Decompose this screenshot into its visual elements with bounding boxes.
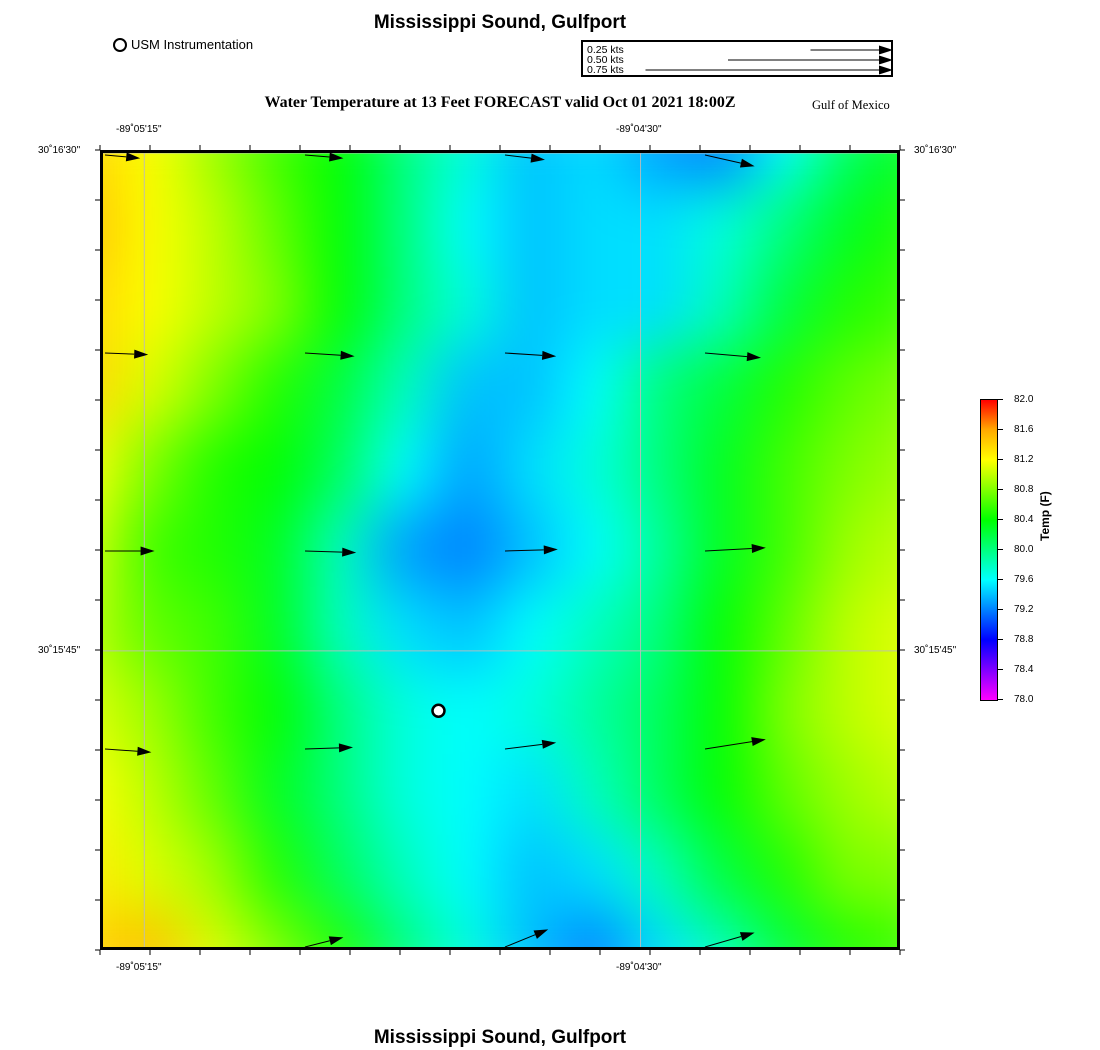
station-marker[interactable] [432,705,444,717]
station-marker-icon [113,38,127,52]
colorbar-tick-mark [998,399,1003,400]
map-title-bottom: Mississippi Sound, Gulfport [373,1027,627,1048]
y-tick-left-1: 30˚16'30" [38,145,81,156]
colorbar-tick-mark [998,519,1003,520]
colorbar-tick-mark [998,669,1003,670]
current-vector-arrow [505,545,558,554]
current-vector-arrow [305,351,355,360]
colorbar-tick-label: 80.8 [1014,484,1034,495]
map-overlay [103,153,897,947]
colorbar-tick-label: 81.2 [1014,454,1034,465]
colorbar-tick-mark [998,609,1003,610]
colorbar-tick-mark [998,579,1003,580]
current-vector-arrow [305,936,343,947]
temperature-map[interactable] [100,150,900,950]
current-vector-arrow [105,547,155,556]
colorbar-tick-mark [998,459,1003,460]
current-vector-arrow [505,740,556,749]
x-tick-bottom-1: -89˚05'15" [116,962,162,973]
vector-scale-label-1: 0.25 kts [587,44,624,56]
colorbar-tick-mark [998,549,1003,550]
current-vector-arrow [705,155,755,168]
vector-scale-label-2: 0.50 kts [587,54,624,66]
colorbar-gradient [980,399,998,701]
temperature-colorbar [980,394,1100,705]
y-tick-right-2: 30˚15'45" [914,645,957,656]
vector-scale-arrow [811,46,894,55]
colorbar-tick-label: 79.2 [1014,604,1034,615]
x-tick-bottom-2: -89˚04'30" [616,962,662,973]
colorbar-tick-label: 82.0 [1014,394,1034,405]
current-vector-arrow [505,351,556,360]
x-tick-top-1: -89˚05'15" [116,124,162,135]
current-vector-arrow [505,154,545,163]
colorbar-tick-label: 79.6 [1014,574,1034,585]
station-legend-label: USM Instrumentation [131,37,254,52]
colorbar-tick-label: 78.0 [1014,694,1034,705]
map-main-title: Water Temperature at 13 Feet FORECAST valid Oct 01 2021 18:00Z [264,94,736,111]
y-tick-left-2: 30˚15'45" [38,645,81,656]
colorbar-tick-label: 78.8 [1014,634,1034,645]
colorbar-tick-mark [998,489,1003,490]
current-vector-arrow [705,932,755,947]
vector-scale-arrow [728,56,893,65]
current-vector-arrow [705,352,761,361]
vector-scale-legend [581,40,893,77]
colorbar-tick-label: 81.6 [1014,424,1034,435]
colorbar-tick-label: 78.4 [1014,664,1034,675]
map-title-top: Mississippi Sound, Gulfport [373,12,627,33]
colorbar-tick-mark [998,639,1003,640]
colorbar-tick-label: 80.4 [1014,514,1034,525]
vector-scale-arrows [583,42,895,79]
colorbar-label: Temp (F) [1038,491,1052,541]
current-vector-arrow [705,737,766,749]
x-tick-top-2: -89˚04'30" [616,124,662,135]
colorbar-tick-mark [998,429,1003,430]
vector-scale-arrow [646,66,894,75]
y-tick-right-1: 30˚16'30" [914,145,957,156]
region-label: Gulf of Mexico [812,98,890,112]
current-vector-arrow [305,153,343,162]
current-vector-arrow [305,548,356,557]
current-vector-arrow [505,929,548,947]
current-vector-arrow [305,743,353,752]
current-vector-arrow [705,544,766,553]
station-legend [113,37,253,52]
current-vector-arrow [105,350,148,359]
vector-scale-label-3: 0.75 kts [587,64,624,76]
current-vector-arrow [105,153,140,161]
colorbar-tick-label: 80.0 [1014,544,1034,555]
colorbar-tick-mark [998,699,1003,700]
